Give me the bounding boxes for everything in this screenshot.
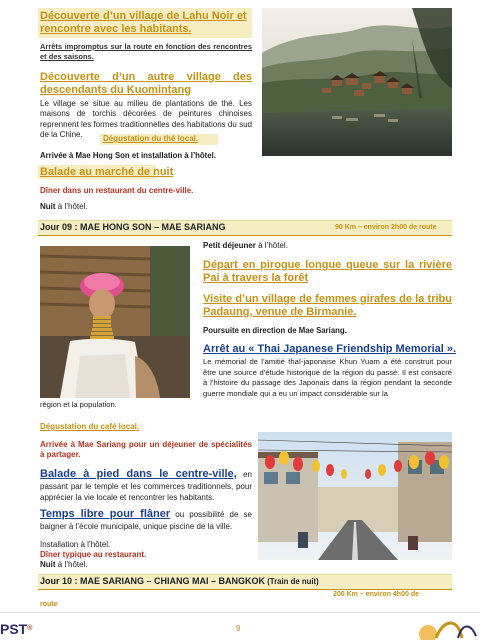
- day9-title: Jour 09 : MAE HONG SON – MAE SARIANG: [40, 222, 226, 232]
- footer-logo-left: [0, 620, 32, 638]
- friendship-memorial-heading: Arrêt au « Thai Japanese Friendship Memorial ».: [203, 343, 457, 355]
- walk-paragraph: [40, 468, 252, 503]
- night-line-2: [40, 560, 88, 570]
- breakfast-rest: à l’hôtel.: [255, 241, 288, 250]
- typical-dinner: Dîner typique au restaurant.: [40, 550, 147, 559]
- footer-rule: [0, 612, 480, 613]
- city-walk-text: en passant par le temple et les commerces traditionnels, pour apprécier la vie locale et rencontrer les habitants.: [40, 470, 252, 502]
- kuomintang-description: Le village se situe au milieu de plantations de thé. Les maisons de torchis décorées de peintures chinoises reprennent les formes traditionnelles des habitations du sud de la Chine.: [40, 99, 252, 140]
- install-hotel: Installation à l’hôtel.: [40, 540, 111, 549]
- footer-logo-right: [410, 612, 480, 640]
- memorial-text-end: région et la population.: [40, 400, 117, 409]
- lake-village-photo: [262, 8, 452, 156]
- breakfast-line: [203, 241, 288, 251]
- lahu-village-heading: Découverte d’un village de Lahu Noir et rencontre avec les habitants.: [40, 10, 247, 35]
- footer-logo-mark: ®: [27, 625, 33, 632]
- breakfast-label: Petit déjeuner: [203, 241, 256, 250]
- free-time-heading: Temps libre pour flâner: [40, 508, 171, 520]
- day10-title-sub: (Train de nuit): [265, 577, 319, 586]
- pirogue-heading: Départ en pirogue longue queue sur la rivière Pai à travers la forêt: [203, 259, 452, 284]
- night-label: Nuit: [40, 202, 56, 211]
- mae-sariang-street-photo: [258, 432, 452, 560]
- free-time-text: ou possibilité de se baigner à l’école municipale, unique piscine de la ville.: [40, 510, 253, 531]
- day10-title: [40, 575, 319, 588]
- page-number: 9: [236, 624, 241, 633]
- dinner-center-text: Dîner dans un restaurant du centre-ville.: [40, 186, 194, 195]
- arrival-mae-hong-son: Arrivée à Mae Hong Son et installation à l’hôtel.: [40, 151, 216, 160]
- free-time-paragraph: [40, 508, 252, 532]
- brand-logo-icon: [410, 612, 480, 640]
- night-market-heading: Balade au marché de nuit: [40, 166, 174, 178]
- padaung-woman-photo: [40, 246, 190, 398]
- day10-distance-end: route: [40, 601, 58, 608]
- memorial-text: Le mémorial de l’amitié thaï-japonaise Khun Yuam a été construit pour être une source d’étude historique de la région du passé. Il est consacré à l’histoire du passage des Japonais dans la région pendant la seconde guerre mondiale qui a eu un impact considérable sur la: [203, 357, 452, 398]
- night-label-2: Nuit: [40, 560, 56, 569]
- day9-distance: 90 Km – environ 2h00 de route: [335, 224, 437, 231]
- tea-tasting: Dégustation du thé local.: [103, 134, 199, 143]
- arrival-mae-sariang: Arrivée à Mae Sariang pour un déjeuner de spécialités à partager.: [40, 440, 252, 460]
- kuomintang-village-heading: Découverte d’un autre village des descendants du Kuomintang: [40, 71, 252, 96]
- street-lanterns-illustration: [258, 432, 452, 560]
- city-walk-heading: Balade à pied dans le centre-ville,: [40, 468, 237, 480]
- day10-distance: 200 Km – environ 4h00 de: [333, 591, 419, 598]
- spontaneous-stops-note: Arrêts impromptus sur la route en fonction des rencontres et des saisons.: [40, 42, 252, 62]
- lake-village-illustration: [262, 8, 452, 156]
- day10-title-main: Jour 10 : MAE SARIANG – CHIANG MAI – BANGKOK: [40, 576, 266, 586]
- padaung-village-heading: Visite d’un village de femmes girafes de la tribu Padaung, venue de Birmanie.: [203, 293, 452, 318]
- coffee-tasting: Dégustation du café local.: [40, 422, 140, 431]
- night-line-1: [40, 202, 88, 212]
- continue-mae-sariang: Poursuite en direction de Mae Sariang.: [203, 326, 347, 335]
- night-rest: à l’hôtel.: [55, 202, 88, 211]
- night-rest-2: à l’hôtel.: [55, 560, 88, 569]
- padaung-woman-illustration: [40, 246, 190, 398]
- footer-logo-text: PST: [0, 621, 28, 637]
